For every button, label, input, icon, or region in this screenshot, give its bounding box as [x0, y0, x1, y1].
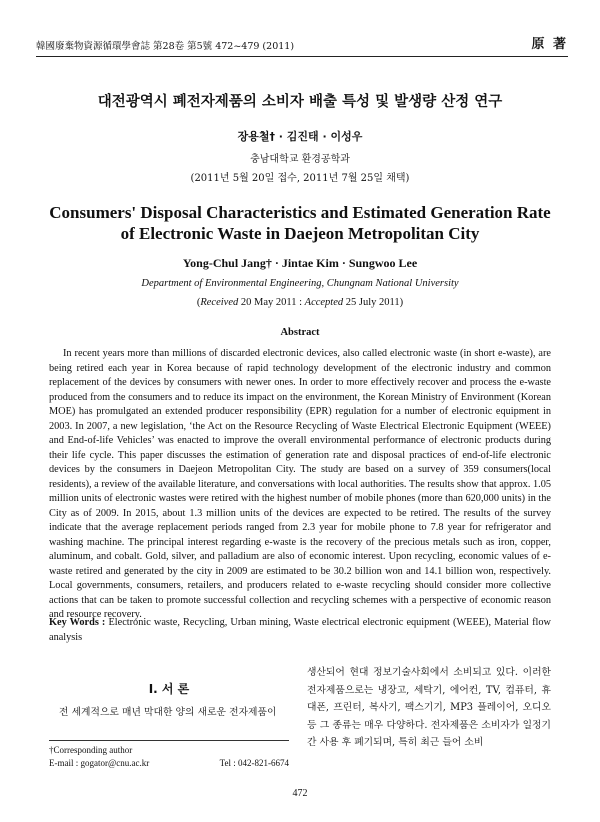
english-title	[0, 202, 600, 244]
keywords-text: Electronic waste, Recycling, Urban mining, Waste electrical electronic equipment (WEEE), Material flow analysis	[49, 617, 551, 643]
page-number: 472	[292, 788, 308, 799]
accepted-date: 25 July 2011	[345, 297, 400, 308]
journal-header	[36, 33, 568, 57]
korean-authors: 장용철† · 김진태 · 이성우	[237, 130, 363, 143]
accepted-label: Accepted	[304, 297, 344, 308]
english-affiliation: Department of Environmental Engineering, Chungnam National University	[141, 278, 459, 289]
corresponding-author: †Corresponding author	[49, 745, 133, 755]
english-authors: Yong-Chul Jang† · Jintae Kim · Sungwoo Lee	[182, 256, 418, 270]
korean-title: 대전광역시 폐전자제품의 소비자 배출 특성 및 발생량 산정 연구	[97, 94, 503, 110]
intro-paragraph-left: 전 세계적으로 매년 막대한 양의 새로운 전자제품이	[59, 707, 277, 718]
received-label: Received	[200, 297, 239, 308]
abstract-heading: Abstract	[280, 327, 320, 338]
received-date: 20 May 2011	[240, 297, 297, 308]
section-introduction-heading: I. 서 론	[148, 682, 190, 696]
article-type: 原 著	[531, 37, 568, 52]
author-email: E-mail : gogator@cnu.ac.kr	[49, 758, 150, 768]
english-title-line-1: Consumers' Disposal Characteristics and Estimated Generation Rate	[49, 203, 551, 222]
korean-affiliation: 충남대학교 환경공학과	[250, 154, 350, 165]
contact-row	[49, 757, 289, 770]
english-title-line-2: of Electronic Waste in Daejeon Metropolitan City	[120, 224, 480, 243]
author-tel: Tel : 042-821-6674	[219, 758, 289, 768]
abstract-body: In recent years more than millions of discarded electronic devices, also called electronic waste (in short e-waste), are being retired each year in Korea because of rapid technology development of the electronic industry and common replacement of the devices by consumers with newer ones. In order to more effectively recover and process the e-waste produced from the consumers and to reduce its impact on the environment, the Korean Ministry of Environment (Korean MOE) has promulgated an extended producer responsibility (EPR) regulation for a number of electronic equipment in 2003. In 2007, a new legislation, ‘the Act on the Resource Recycling of Waste Electrical Electronic Equipment (WEEE) and End-of-life Vehicles’ was enacted to improve the overall environmental performance of electronic products during their life cycle. This paper discusses the estimation of generation rate and disposal practices of end-of-life electronic devices by the consumers in Daejeon Metropolitan City. The study are based on a survey of 359 consumers(local residents), a review of the available literature, and conversations with local authorities. The results show that approx. 1.05 million units of electronic wastes were retired with the highest number of mobile phones (more than 620,000 units) in the City as of 2009. In 2015, about 1.3 million units of the devices are expected to be retired. The results of the survey indicate that the average replacement periods ranged from 2.3 year for mobile phone to 7.8 year for refrigerator and washing machine. The principal interest regarding e-waste is the recovery of the precious metals such as iron, copper, aluminum, and cobalt. Gold, silver, and palladium are also of economic interest. Upon recycling, economic values of e-waste retired and generated by the city in 2009 are estimated to be 30.2 billion won and 14.1 billion won, respectively. Local governments, consumers, retailers, and producers related to e-waste recycling should consider more collective actions that can be taken to promote successful collection and recycling schemes with a perspective of economic reason and resource recovery.	[49, 348, 551, 620]
footnote	[49, 740, 289, 770]
keywords-label: Key Words :	[49, 617, 106, 628]
korean-dates: (2011년 5월 20일 접수, 2011년 7월 25일 채택)	[190, 173, 410, 184]
english-dates: (Received 20 May 2011 : Accepted 25 July 2011)	[196, 297, 404, 308]
intro-paragraph-right: 생산되어 현대 정보기술사회에서 소비되고 있다. 이러한 전자제품으로는 냉장고, 세탁기, 에어컨, TV, 컴퓨터, 휴대폰, 프린터, 복사기, 팩스기기, MP3 플레이어, 오디오 등 그 종류는 매우 다양하다. 전자제품은 소비자가 일정기간 사용 후 폐기되며, 특히 최근 들어 소비	[307, 667, 551, 748]
left-column	[49, 680, 289, 722]
journal-citation: 韓國廢棄物資源循環學會誌 第28卷 第5號 472~479 (2011)	[36, 41, 295, 52]
keywords	[49, 616, 551, 645]
